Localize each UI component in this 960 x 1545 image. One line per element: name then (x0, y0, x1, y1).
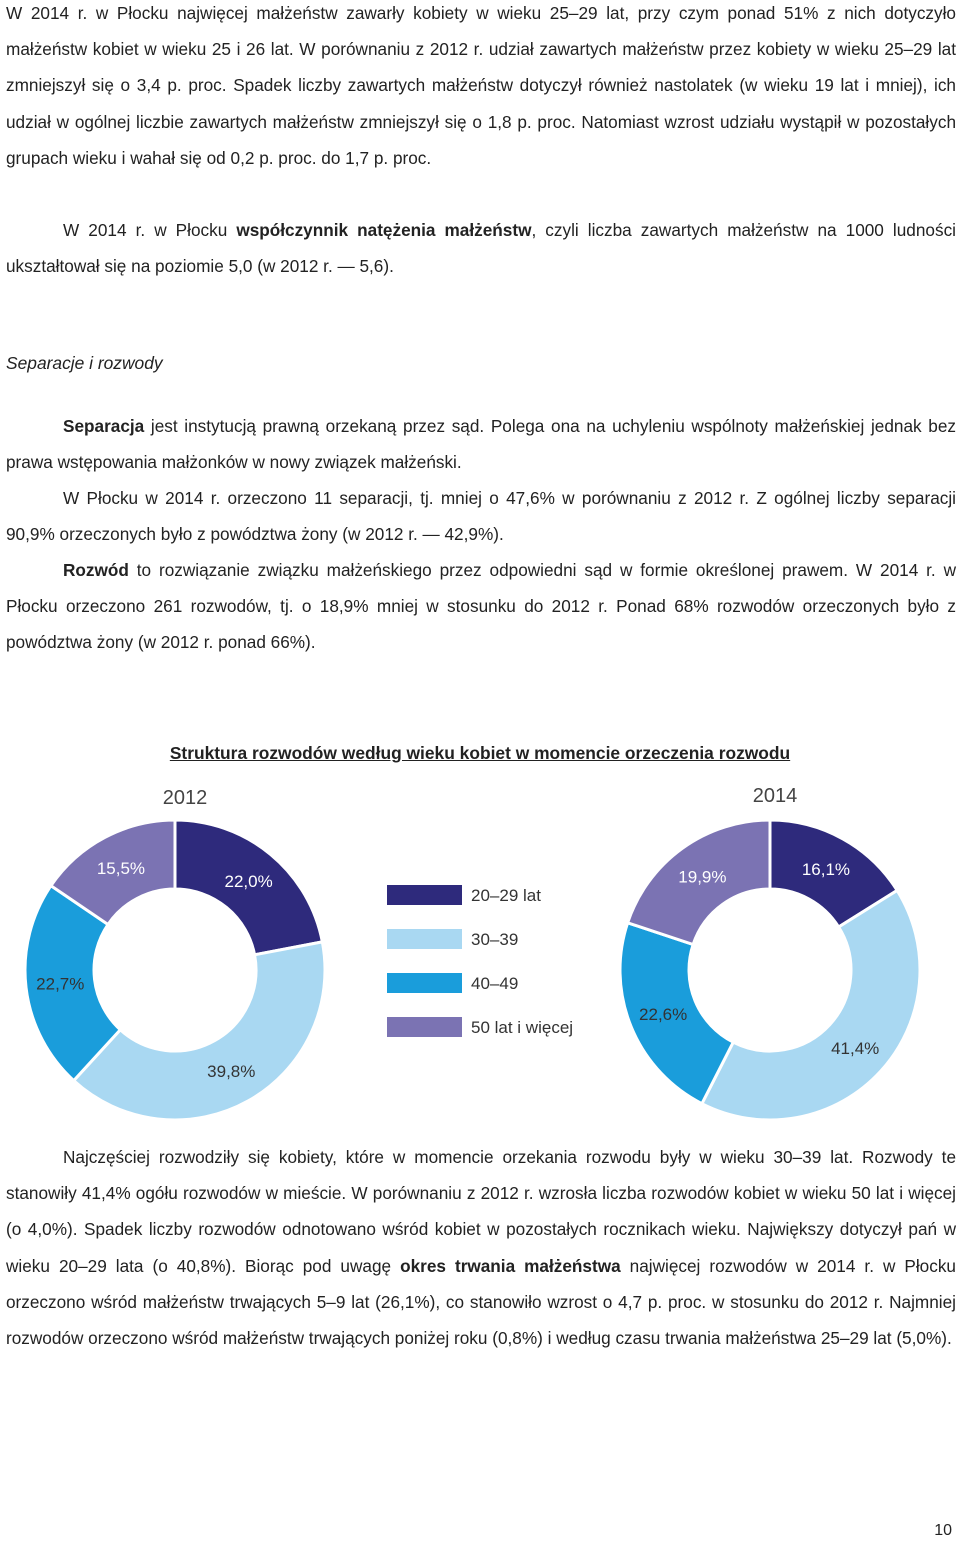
term-marriage-duration: okres trwania małżeństwa (400, 1255, 621, 1276)
data-label-2014-1: 16,1% (801, 859, 851, 879)
legend-label-2: 30–39 (471, 930, 519, 949)
legend-swatch-1 (387, 885, 462, 905)
data-label-2012-4: 15,5% (96, 858, 146, 878)
slice-2014-2 (702, 890, 920, 1120)
paragraph-separation-definition: Separacja jest instytucją prawną orzekaną przez sąd. Polega ona na uchyleniu wspólnoty małżeńskiej jednak bez prawa wstępowania małżonków w nowy związek małżeński. (6, 416, 956, 473)
legend-label-1: 20–29 lat (471, 886, 541, 905)
term-divorce: Rozwód (63, 560, 129, 580)
data-label-2012-3: 22,7% (36, 974, 85, 994)
year-label-2014: 2014 (752, 785, 798, 807)
legend-label-3: 40–49 (471, 974, 519, 993)
term-marriage-rate: współczynnik natężenia małżeństw (236, 220, 532, 240)
data-label-2012-2: 39,8% (207, 1061, 256, 1081)
paragraph-marriages-age: W 2014 r. w Płocku najwięcej małżeństw zawarły kobiety w wieku 25–29 lat, przy czym ponad 51% z nich dotyczyło małżeństw kobiet w wieku 25 i 26 lat. W porównaniu z 2012 r. udział zawartych małżeństw przez kobiety w wieku 25–29 lat zmniejszył się o 3,4 p. proc. Spadek liczby zawartych małżeństw dotyczył również nastolatek (w wieku 19 lat i mniej), ich udział w ogólnej liczbie zawartych małżeństw zmniejszył się o 1,8 p. proc. Natomiast wzrost udziału wystąpił w pozostałych grupach wieku i wahał się od 0,2 p. proc. do 1,7 p. proc. (6, 3, 956, 168)
legend-swatch-3 (387, 973, 462, 993)
chart-title: Struktura rozwodów według wieku kobiet w momencie orzeczenia rozwodu (169, 743, 791, 763)
paragraph-divorce: Rozwód to rozwiązanie związku małżeńskiego przez odpowiedni sąd w formie określonej prawem. W 2014 r. w Płocku orzeczono 261 rozwodów, tj. o 18,9% mniej w stosunku do 2012 r. Ponad 68% rozwodów orzeczonych było z powództwa żony (w 2012 r. ponad 66%). (6, 560, 956, 653)
divorce-age-chart (0, 770, 960, 1120)
year-label-2012: 2012 (162, 787, 208, 809)
data-label-2014-3: 22,6% (639, 1004, 688, 1024)
data-label-2012-1: 22,0% (224, 872, 273, 892)
data-label-2014-4: 19,9% (678, 867, 727, 887)
paragraph-marriage-rate: W 2014 r. w Płocku współczynnik natężenia małżeństw, czyli liczba zawartych małżeństw na 1000 ludności ukształtował się na poziomie 5,0 (w 2012 r. — 5,6). (6, 220, 956, 277)
legend-label-4: 50 lat i więcej (471, 1018, 574, 1037)
page-number: 10 (934, 1522, 952, 1539)
term-separation: Separacja (63, 416, 145, 436)
legend-swatch-2 (387, 929, 462, 949)
data-label-2014-2: 41,4% (831, 1039, 880, 1058)
paragraph-separation-stats: W Płocku w 2014 r. orzeczono 11 separacji, tj. mniej o 47,6% w porównaniu z 2012 r. Z ogólnej liczby separacji 90,9% orzeczonych było z powództwa żony (w 2012 r. — 42,9%). (6, 488, 956, 545)
section-heading: Separacje i rozwody (6, 353, 163, 373)
paragraph-divorce-analysis: Najczęściej rozwodziły się kobiety, które w momencie orzekania rozwodu były w wieku 30–39 lat. Rozwody te stanowiły 41,4% ogółu rozwodów w mieście. W porównaniu z 2012 r. wzrosła liczba rozwodów kobiet w wieku 50 lat i więcej (o 4,0%). Spadek liczby rozwodów odnotowano wśród kobiet w pozostałych rocznikach wieku. Największy dotyczył pań w wieku 20–29 lata (o 40,8%). Biorąc pod uwagę okres trwania małżeństwa najwięcej rozwodów w 2014 r. w Płocku orzeczono wśród małżeństw trwających 5–9 lat (26,1%), co stanowiło wzrost o 4,7 p. proc. w stosunku do 2012 r. Najmniej rozwodów orzeczono wśród małżeństw trwających poniżej roku (0,8%) i według czasu trwania małżeństwa 25–29 lat (5,0%). (6, 1147, 956, 1349)
legend-swatch-4 (387, 1017, 462, 1037)
